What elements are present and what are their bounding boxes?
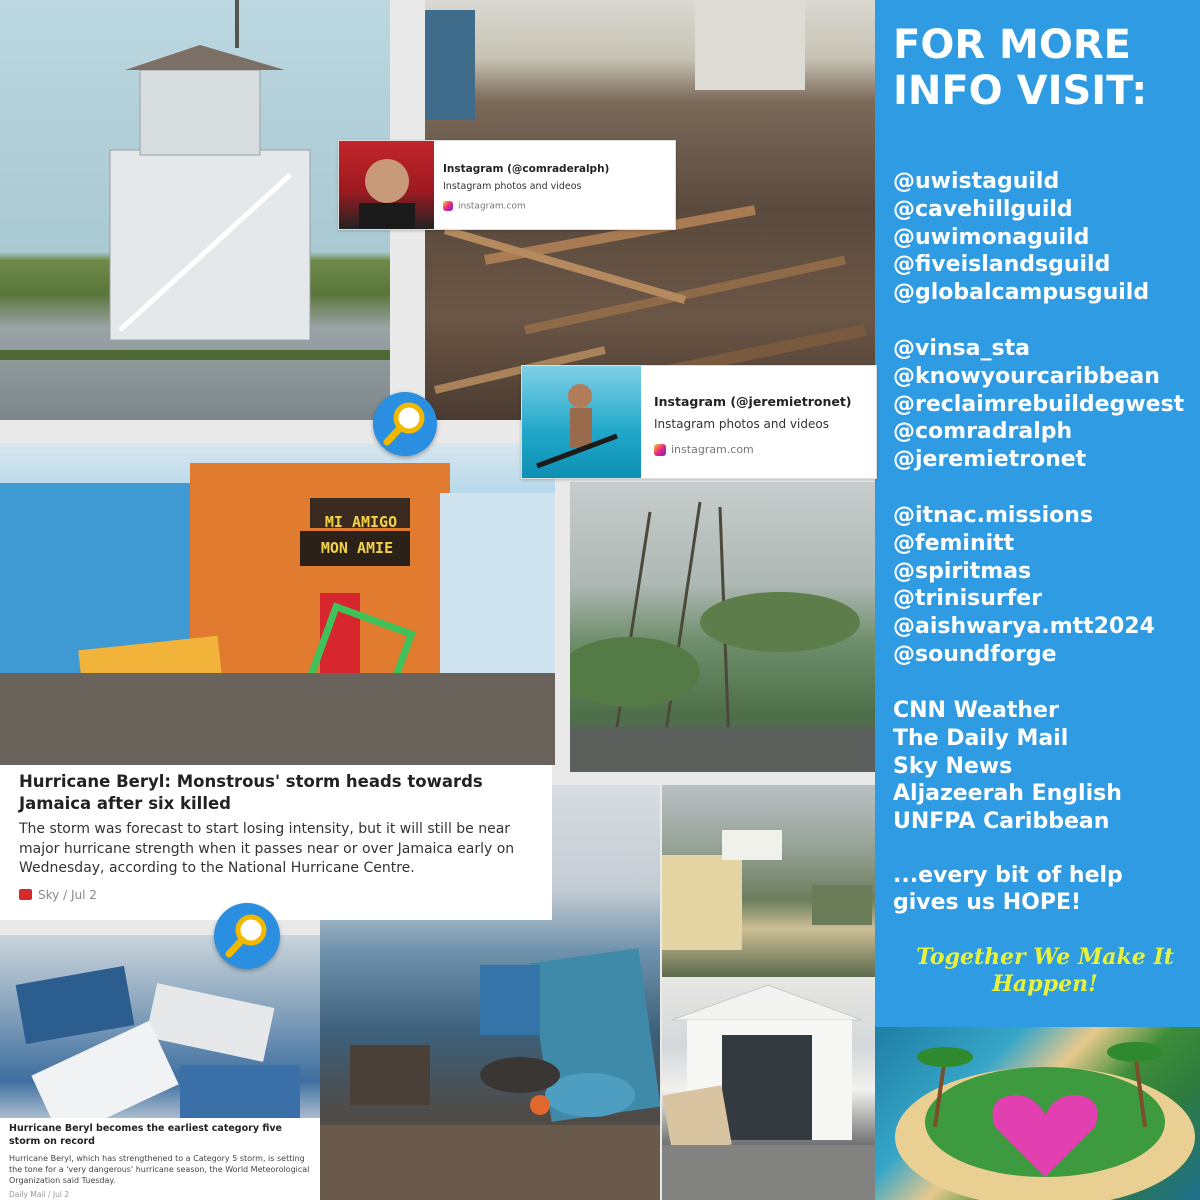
article-source: Daily Mail [9, 1190, 46, 1199]
instagram-card-title: Instagram (@comraderalph) [443, 163, 610, 175]
house-illustration [662, 980, 875, 1200]
handle-item: @jeremietronet [893, 447, 1087, 473]
shops-illustration [0, 443, 555, 765]
handle-item: @cavehillguild [893, 196, 1073, 222]
handle-item: @globalcampusguild [893, 280, 1150, 306]
article-headline: Hurricane Beryl becomes the earliest category five storm on record [9, 1123, 282, 1147]
storm-damaged-buildings-photo [662, 785, 875, 977]
source-item: CNN Weather [893, 698, 1059, 723]
guild-handles-list [893, 168, 1198, 307]
palm-trees-storm-photo [570, 482, 875, 772]
handle-item: @reclaimrebuildegwest [893, 391, 1185, 417]
handle-item: @feminitt [893, 530, 1015, 556]
article-meta: Daily Mail / Jul 2 [9, 1190, 70, 1199]
sky-logo-icon [19, 889, 32, 900]
flooded-house-entrance-photo [662, 980, 875, 1200]
article-source: Sky [38, 888, 60, 902]
magnifying-glass-icon[interactable] [373, 392, 437, 456]
info-sidebar [875, 0, 1200, 1027]
handle-item: @uwimonaguild [893, 224, 1090, 250]
article-summary: The storm was forecast to start losing intensity, but it will still be near major hurricane strength when it passes near or over Jamaica early on Wednesday, according to the National Hurricane Centre. [19, 821, 515, 876]
shop-sign-text-2: MON AMIE [320, 539, 394, 557]
profile-avatar [339, 141, 434, 229]
source-item: The Daily Mail [893, 725, 1069, 751]
source-item: Sky News [893, 753, 1013, 779]
sidebar-title: FOR MORE INFO VISIT: [893, 22, 1148, 114]
organization-handles-list [893, 502, 1198, 669]
handle-item: @spiritmas [893, 558, 1032, 584]
handle-item: @vinsa_sta [893, 336, 1030, 361]
handle-item: @aishwarya.mtt2024 [893, 614, 1155, 640]
article-summary: Hurricane Beryl, which has strengthened to a Category 5 storm, is setting the tone for a 'very dangerous' hurricane season, the World Meteorological Organization said Tuesday. [9, 1154, 310, 1185]
instagram-card-domain: instagram.com [671, 443, 754, 456]
handle-item: @knowyourcaribbean [893, 363, 1160, 389]
palms-illustration [570, 482, 875, 772]
tower-illustration [0, 0, 390, 420]
lookout-tower-photo [0, 0, 390, 420]
article-date: Jul 2 [52, 1190, 70, 1199]
article-headline: Hurricane Beryl: Monstrous' storm heads towards Jamaica after six killed [19, 772, 483, 813]
instagram-card-subtitle: Instagram photos and videos [654, 417, 829, 431]
handle-item: @uwistaguild [893, 169, 1060, 194]
instagram-card-title: Instagram (@jeremietronet) [654, 394, 852, 409]
daily-mail-article-card[interactable] [0, 1118, 320, 1200]
instagram-icon [654, 444, 666, 456]
source-item: UNFPA Caribbean [893, 809, 1110, 835]
handle-item: @comradralph [893, 419, 1073, 445]
community-handles-list [893, 335, 1198, 474]
instagram-card-comraderalph[interactable] [338, 140, 676, 230]
instagram-icon [443, 201, 453, 211]
damaged-shops-photo [0, 443, 555, 765]
handle-item: @itnac.missions [893, 503, 1094, 528]
island-illustration [875, 1027, 1200, 1200]
handle-item: @soundforge [893, 641, 1057, 667]
tagline: Together We Make It Happen! [916, 944, 1174, 997]
profile-avatar [522, 366, 641, 478]
handle-item: @fiveislandsguild [893, 252, 1111, 278]
instagram-card-subtitle: Instagram photos and videos [443, 181, 582, 192]
handle-item: @trinisurfer [893, 586, 1043, 612]
article-meta: Sky / Jul 2 [19, 888, 97, 902]
shop-sign-text-1: MI AMIGO [324, 513, 398, 531]
heart-island-illustration [875, 1027, 1200, 1200]
buildings-illustration [662, 785, 875, 977]
source-item: Aljazeerah English [893, 781, 1122, 807]
sky-news-article-card[interactable] [0, 765, 552, 920]
article-date: Jul 2 [70, 888, 97, 902]
instagram-card-domain: instagram.com [458, 201, 526, 212]
instagram-card-jeremietronet[interactable] [521, 365, 877, 479]
magnifying-glass-icon[interactable] [214, 903, 280, 969]
closing-note: ...every bit of help gives us HOPE! [893, 863, 1123, 915]
news-sources-list [893, 697, 1198, 836]
